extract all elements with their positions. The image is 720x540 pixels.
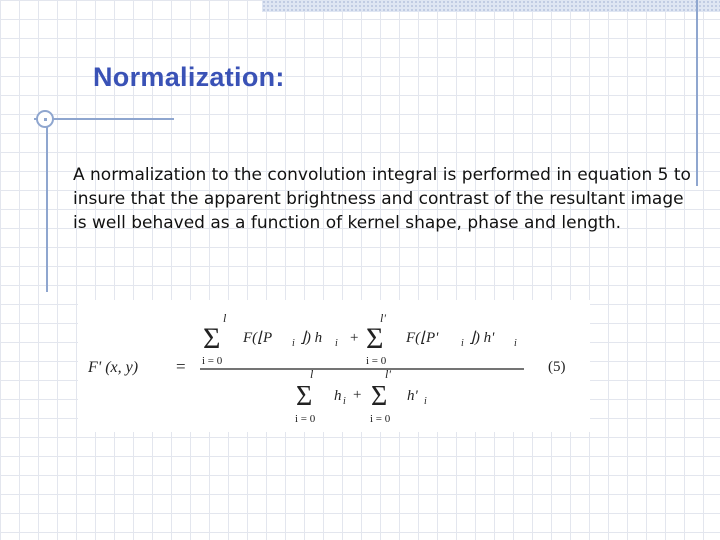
denominator-right-term: h': [407, 388, 418, 404]
equation-equals: =: [176, 357, 186, 376]
denominator-right-sub: i: [424, 396, 427, 407]
numerator-left-tail-sub: i: [335, 338, 338, 349]
numerator-right-tail: ⌋) h': [469, 330, 495, 346]
equation-lhs: F' (x, y): [88, 359, 139, 376]
numerator-right-term: F(⌊P': [406, 330, 439, 346]
left-vertical-rule: [46, 112, 48, 292]
numerator-left-term: F(⌊P: [243, 330, 273, 346]
title-underline-rule: [34, 118, 174, 120]
numerator-left-lower-limit: i = 0: [202, 355, 223, 367]
denominator-right-sigma: Σ: [371, 381, 388, 412]
equation-image: [78, 300, 590, 432]
right-vertical-rule: [696, 0, 698, 186]
crosshair-ornament-icon: [36, 110, 54, 128]
denominator-left-term: h: [334, 388, 342, 404]
numerator-right-tail-sub: i: [514, 338, 517, 349]
numerator-left-sigma: Σ: [203, 322, 221, 355]
denominator-left-lower-limit: i = 0: [295, 413, 316, 425]
numerator-left-upper-limit: l: [223, 311, 227, 325]
denominator-right-lower-limit: i = 0: [370, 413, 391, 425]
numerator-right-sub: i: [461, 338, 464, 349]
denominator-right-upper-limit: l': [385, 367, 391, 381]
slide-title: Normalization:: [93, 62, 285, 92]
denominator-left-upper-limit: l: [310, 367, 314, 381]
header-decorative-band: [262, 0, 720, 12]
denominator-plus: +: [353, 387, 362, 403]
numerator-right-lower-limit: i = 0: [366, 355, 387, 367]
equation-svg: [78, 300, 590, 432]
numerator-plus: +: [350, 330, 359, 346]
denominator-left-sigma: Σ: [296, 381, 313, 412]
numerator-right-upper-limit: l': [380, 311, 386, 325]
denominator-left-sub: i: [343, 396, 346, 407]
numerator-left-tail: ⌋) h: [300, 330, 323, 346]
numerator-left-sub: i: [292, 338, 295, 349]
slide-body-text: A normalization to the convolution integral is performed in equation 5 to insure that the apparent brightness and contrast of the resultant image is well behaved as a function of kernel shape, phase and length.: [73, 165, 691, 233]
equation-number: (5): [548, 359, 566, 375]
numerator-right-sigma: Σ: [366, 322, 384, 355]
